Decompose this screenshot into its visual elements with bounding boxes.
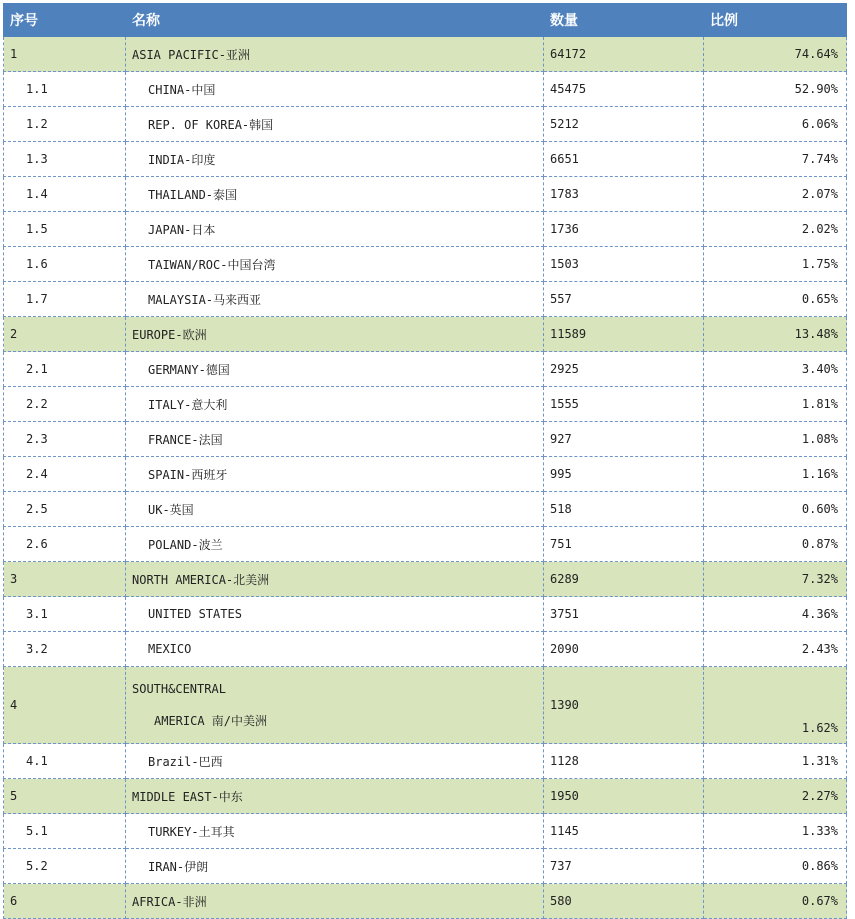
table-row bbox=[4, 632, 847, 667]
cell-name: Brazil-巴西 bbox=[126, 744, 544, 779]
cell-count: 737 bbox=[544, 849, 704, 884]
cell-name: TAIWAN/ROC-中国台湾 bbox=[126, 247, 544, 282]
table-row bbox=[4, 282, 847, 317]
cell-index: 6 bbox=[4, 884, 126, 919]
table-row-group bbox=[4, 884, 847, 919]
cell-ratio: 74.64% bbox=[704, 37, 847, 72]
cell-count: 3751 bbox=[544, 597, 704, 632]
cell-index: 2 bbox=[4, 317, 126, 352]
table-row bbox=[4, 107, 847, 142]
cell-count: 1145 bbox=[544, 814, 704, 849]
cell-ratio: 1.81% bbox=[704, 387, 847, 422]
table-row-group bbox=[4, 667, 847, 744]
table-row bbox=[4, 352, 847, 387]
cell-name: INDIA-印度 bbox=[126, 142, 544, 177]
cell-ratio: 7.74% bbox=[704, 142, 847, 177]
cell-index: 2.3 bbox=[4, 422, 126, 457]
cell-index: 2.6 bbox=[4, 527, 126, 562]
header-row bbox=[4, 4, 847, 37]
table-row bbox=[4, 597, 847, 632]
region-stats-table bbox=[3, 3, 847, 919]
cell-count: 580 bbox=[544, 884, 704, 919]
cell-index: 1.3 bbox=[4, 142, 126, 177]
cell-name: FRANCE-法国 bbox=[126, 422, 544, 457]
cell-name: MALAYSIA-马来西亚 bbox=[126, 282, 544, 317]
cell-index: 1.1 bbox=[4, 72, 126, 107]
cell-name: UNITED STATES bbox=[126, 597, 544, 632]
cell-count: 1390 bbox=[544, 667, 704, 744]
cell-index: 1.6 bbox=[4, 247, 126, 282]
cell-name: IRAN-伊朗 bbox=[126, 849, 544, 884]
cell-ratio: 1.62% bbox=[704, 667, 847, 744]
table-row bbox=[4, 422, 847, 457]
cell-name-line2: AMERICA 南/中美洲 bbox=[154, 713, 268, 728]
cell-ratio: 0.87% bbox=[704, 527, 847, 562]
table-row bbox=[4, 814, 847, 849]
cell-count: 64172 bbox=[544, 37, 704, 72]
header-index[interactable]: 序号 bbox=[4, 4, 126, 37]
cell-name: CHINA-中国 bbox=[126, 72, 544, 107]
cell-name: AFRICA-非洲 bbox=[126, 884, 544, 919]
table-row bbox=[4, 177, 847, 212]
table-row bbox=[4, 457, 847, 492]
header-count[interactable]: 数量 bbox=[544, 4, 704, 37]
cell-index: 2.2 bbox=[4, 387, 126, 422]
cell-count: 1555 bbox=[544, 387, 704, 422]
cell-ratio: 0.60% bbox=[704, 492, 847, 527]
cell-index: 1.4 bbox=[4, 177, 126, 212]
cell-ratio: 1.16% bbox=[704, 457, 847, 492]
table-row bbox=[4, 527, 847, 562]
cell-ratio: 2.43% bbox=[704, 632, 847, 667]
table-row bbox=[4, 744, 847, 779]
cell-index: 1.2 bbox=[4, 107, 126, 142]
cell-count: 11589 bbox=[544, 317, 704, 352]
cell-count: 1503 bbox=[544, 247, 704, 282]
cell-count: 518 bbox=[544, 492, 704, 527]
table-row bbox=[4, 72, 847, 107]
cell-index: 3.1 bbox=[4, 597, 126, 632]
cell-index: 3.2 bbox=[4, 632, 126, 667]
cell-count: 557 bbox=[544, 282, 704, 317]
cell-index: 2.5 bbox=[4, 492, 126, 527]
cell-count: 6289 bbox=[544, 562, 704, 597]
cell-ratio: 2.27% bbox=[704, 779, 847, 814]
cell-ratio: 4.36% bbox=[704, 597, 847, 632]
cell-index: 5.1 bbox=[4, 814, 126, 849]
cell-index: 5.2 bbox=[4, 849, 126, 884]
cell-index: 2.1 bbox=[4, 352, 126, 387]
cell-ratio: 52.90% bbox=[704, 72, 847, 107]
cell-name: POLAND-波兰 bbox=[126, 527, 544, 562]
cell-index: 1.7 bbox=[4, 282, 126, 317]
cell-ratio: 0.65% bbox=[704, 282, 847, 317]
cell-ratio: 1.75% bbox=[704, 247, 847, 282]
cell-name-line1: SOUTH&CENTRAL bbox=[132, 681, 226, 696]
cell-count: 995 bbox=[544, 457, 704, 492]
cell-index: 4.1 bbox=[4, 744, 126, 779]
cell-count: 2925 bbox=[544, 352, 704, 387]
table-row-group bbox=[4, 562, 847, 597]
cell-count: 1783 bbox=[544, 177, 704, 212]
cell-count: 6651 bbox=[544, 142, 704, 177]
cell-ratio: 2.07% bbox=[704, 177, 847, 212]
table-row-group bbox=[4, 317, 847, 352]
cell-count: 1736 bbox=[544, 212, 704, 247]
cell-ratio: 2.02% bbox=[704, 212, 847, 247]
cell-name: ITALY-意大利 bbox=[126, 387, 544, 422]
table-row bbox=[4, 247, 847, 282]
cell-name: TURKEY-土耳其 bbox=[126, 814, 544, 849]
cell-index: 1.5 bbox=[4, 212, 126, 247]
cell-name: MEXICO bbox=[126, 632, 544, 667]
cell-count: 45475 bbox=[544, 72, 704, 107]
table-header bbox=[4, 4, 847, 37]
cell-count: 751 bbox=[544, 527, 704, 562]
cell-name: SPAIN-西班牙 bbox=[126, 457, 544, 492]
cell-index: 5 bbox=[4, 779, 126, 814]
cell-name: ASIA PACIFIC-亚洲 bbox=[126, 37, 544, 72]
header-ratio[interactable]: 比例 bbox=[704, 4, 847, 37]
table-row-group bbox=[4, 37, 847, 72]
cell-index: 4 bbox=[4, 667, 126, 744]
cell-ratio: 0.67% bbox=[704, 884, 847, 919]
cell-ratio: 0.86% bbox=[704, 849, 847, 884]
table-row bbox=[4, 849, 847, 884]
header-name[interactable]: 名称 bbox=[126, 4, 544, 37]
cell-name: REP. OF KOREA-韩国 bbox=[126, 107, 544, 142]
cell-name: EUROPE-欧洲 bbox=[126, 317, 544, 352]
table-row bbox=[4, 142, 847, 177]
cell-ratio: 1.31% bbox=[704, 744, 847, 779]
cell-count: 2090 bbox=[544, 632, 704, 667]
table-row bbox=[4, 492, 847, 527]
cell-count: 1128 bbox=[544, 744, 704, 779]
table-row-group bbox=[4, 779, 847, 814]
cell-count: 5212 bbox=[544, 107, 704, 142]
cell-name bbox=[126, 667, 544, 744]
table-body bbox=[4, 37, 847, 919]
cell-name: NORTH AMERICA-北美洲 bbox=[126, 562, 544, 597]
cell-ratio: 6.06% bbox=[704, 107, 847, 142]
cell-ratio: 7.32% bbox=[704, 562, 847, 597]
cell-name: JAPAN-日本 bbox=[126, 212, 544, 247]
cell-ratio: 3.40% bbox=[704, 352, 847, 387]
cell-count: 1950 bbox=[544, 779, 704, 814]
cell-name: GERMANY-德国 bbox=[126, 352, 544, 387]
cell-count: 927 bbox=[544, 422, 704, 457]
cell-name: UK-英国 bbox=[126, 492, 544, 527]
cell-ratio: 1.33% bbox=[704, 814, 847, 849]
cell-name: MIDDLE EAST-中东 bbox=[126, 779, 544, 814]
region-stats-table-container bbox=[3, 3, 846, 919]
table-row bbox=[4, 387, 847, 422]
cell-ratio: 1.08% bbox=[704, 422, 847, 457]
cell-ratio: 13.48% bbox=[704, 317, 847, 352]
cell-index: 2.4 bbox=[4, 457, 126, 492]
cell-name: THAILAND-泰国 bbox=[126, 177, 544, 212]
cell-index: 3 bbox=[4, 562, 126, 597]
cell-index: 1 bbox=[4, 37, 126, 72]
table-row bbox=[4, 212, 847, 247]
